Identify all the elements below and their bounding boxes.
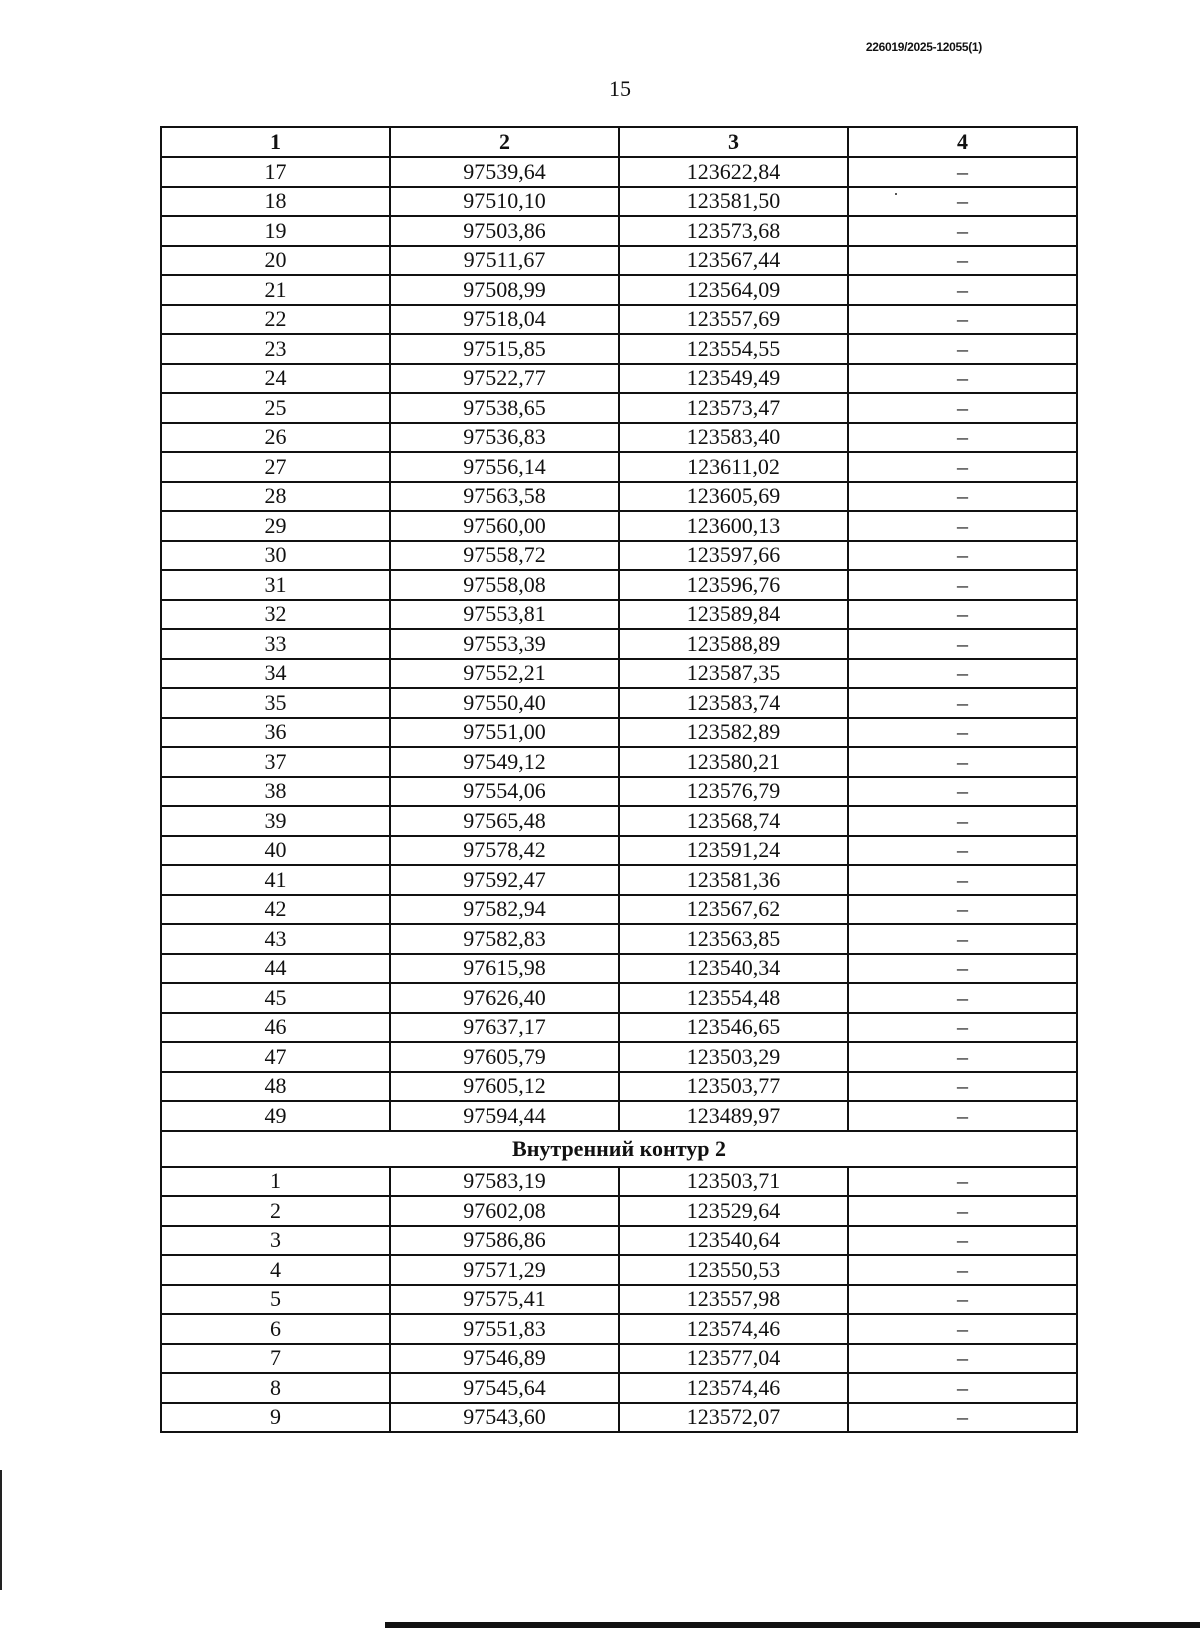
table-cell: 123573,47 bbox=[619, 393, 848, 423]
table-cell: 97615,98 bbox=[390, 954, 619, 984]
table-row bbox=[161, 1196, 1077, 1226]
table-cell: 97556,14 bbox=[390, 452, 619, 482]
table-cell: – bbox=[848, 836, 1077, 866]
table-cell: 123581,50 bbox=[619, 187, 848, 217]
table-row bbox=[161, 364, 1077, 394]
table-cell: 123581,36 bbox=[619, 865, 848, 895]
table-row bbox=[161, 718, 1077, 748]
table-cell: 49 bbox=[161, 1101, 390, 1131]
table-cell: – bbox=[848, 688, 1077, 718]
table-row bbox=[161, 688, 1077, 718]
table-row bbox=[161, 1255, 1077, 1285]
table-cell: – bbox=[848, 1042, 1077, 1072]
table-row bbox=[161, 334, 1077, 364]
table-cell: 2 bbox=[161, 1196, 390, 1226]
table-row bbox=[161, 1042, 1077, 1072]
table-cell: 123567,62 bbox=[619, 895, 848, 925]
table-cell: 97605,12 bbox=[390, 1072, 619, 1102]
table-cell: 97582,83 bbox=[390, 924, 619, 954]
table-cell: – bbox=[848, 334, 1077, 364]
table-cell: 97637,17 bbox=[390, 1013, 619, 1043]
table-row bbox=[161, 1167, 1077, 1197]
table-cell: 41 bbox=[161, 865, 390, 895]
table-cell: 34 bbox=[161, 659, 390, 689]
table-body bbox=[161, 157, 1077, 1432]
table-cell: 97583,19 bbox=[390, 1167, 619, 1197]
table-row bbox=[161, 629, 1077, 659]
table-cell: 29 bbox=[161, 511, 390, 541]
table-row bbox=[161, 393, 1077, 423]
table-cell: 40 bbox=[161, 836, 390, 866]
column-header: 1 bbox=[161, 127, 390, 157]
table-cell: 97522,77 bbox=[390, 364, 619, 394]
table-cell: 26 bbox=[161, 423, 390, 453]
table-cell: 97626,40 bbox=[390, 983, 619, 1013]
table-cell: 25 bbox=[161, 393, 390, 423]
table-row bbox=[161, 246, 1077, 276]
table-cell: 48 bbox=[161, 1072, 390, 1102]
table-cell: 30 bbox=[161, 541, 390, 571]
table-cell: – bbox=[848, 423, 1077, 453]
table-cell: 123583,40 bbox=[619, 423, 848, 453]
table-cell: – bbox=[848, 157, 1077, 187]
table-header bbox=[161, 127, 1077, 157]
table-row bbox=[161, 1344, 1077, 1374]
table-cell: 22 bbox=[161, 305, 390, 335]
table-cell: 97582,94 bbox=[390, 895, 619, 925]
table-cell: – bbox=[848, 246, 1077, 276]
document-id: 226019/2025-12055(1) bbox=[865, 40, 982, 54]
table-cell: 123600,13 bbox=[619, 511, 848, 541]
table-cell: – bbox=[848, 364, 1077, 394]
table-cell: 123540,64 bbox=[619, 1226, 848, 1256]
table-cell: 123557,69 bbox=[619, 305, 848, 335]
table-cell: 97545,64 bbox=[390, 1373, 619, 1403]
table-cell: 123573,68 bbox=[619, 216, 848, 246]
table-row bbox=[161, 777, 1077, 807]
table-cell: 97515,85 bbox=[390, 334, 619, 364]
table-cell: 123550,53 bbox=[619, 1255, 848, 1285]
table-cell: 97510,10 bbox=[390, 187, 619, 217]
table-cell: 123563,85 bbox=[619, 924, 848, 954]
table-cell: 123597,66 bbox=[619, 541, 848, 571]
table-cell: – bbox=[848, 1072, 1077, 1102]
table-cell: 97594,44 bbox=[390, 1101, 619, 1131]
table-cell: 97503,86 bbox=[390, 216, 619, 246]
table-cell: 36 bbox=[161, 718, 390, 748]
table-cell: 97538,65 bbox=[390, 393, 619, 423]
table-cell: 1 bbox=[161, 1167, 390, 1197]
table-cell: 123622,84 bbox=[619, 157, 848, 187]
table-cell: 5 bbox=[161, 1285, 390, 1315]
table-cell: – bbox=[848, 806, 1077, 836]
table-cell: 97536,83 bbox=[390, 423, 619, 453]
table-cell: – bbox=[848, 954, 1077, 984]
table-cell: – bbox=[848, 659, 1077, 689]
table-cell: 123605,69 bbox=[619, 482, 848, 512]
table-row bbox=[161, 187, 1077, 217]
table-row bbox=[161, 305, 1077, 335]
table-cell: 97546,89 bbox=[390, 1344, 619, 1374]
table-cell: 97575,41 bbox=[390, 1285, 619, 1315]
table-row bbox=[161, 924, 1077, 954]
table-cell: 18 bbox=[161, 187, 390, 217]
table-cell: 23 bbox=[161, 334, 390, 364]
table-cell: 123546,65 bbox=[619, 1013, 848, 1043]
table-cell: 97602,08 bbox=[390, 1196, 619, 1226]
table-cell: 123557,98 bbox=[619, 1285, 848, 1315]
table-cell: 123574,46 bbox=[619, 1314, 848, 1344]
table-cell: 24 bbox=[161, 364, 390, 394]
table-cell: 97508,99 bbox=[390, 275, 619, 305]
table-cell: 39 bbox=[161, 806, 390, 836]
table-cell: – bbox=[848, 924, 1077, 954]
table-cell: 4 bbox=[161, 1255, 390, 1285]
table-cell: 97571,29 bbox=[390, 1255, 619, 1285]
table-cell: – bbox=[848, 1101, 1077, 1131]
table-cell: 97605,79 bbox=[390, 1042, 619, 1072]
table-cell: 97511,67 bbox=[390, 246, 619, 276]
table-cell: 97563,58 bbox=[390, 482, 619, 512]
table-cell: 123549,49 bbox=[619, 364, 848, 394]
table-cell: – bbox=[848, 511, 1077, 541]
table-cell: 7 bbox=[161, 1344, 390, 1374]
table-cell: 97551,00 bbox=[390, 718, 619, 748]
table-cell: 97550,40 bbox=[390, 688, 619, 718]
column-header: 4 bbox=[848, 127, 1077, 157]
table-cell: 43 bbox=[161, 924, 390, 954]
scan-speck bbox=[895, 193, 897, 195]
table-cell: – bbox=[848, 1226, 1077, 1256]
table-row bbox=[161, 1314, 1077, 1344]
table-row bbox=[161, 275, 1077, 305]
table-cell: 123489,97 bbox=[619, 1101, 848, 1131]
table-cell: – bbox=[848, 865, 1077, 895]
table-cell: – bbox=[848, 777, 1077, 807]
table-row bbox=[161, 570, 1077, 600]
table-cell: 123596,76 bbox=[619, 570, 848, 600]
table-cell: – bbox=[848, 1167, 1077, 1197]
table-cell: 123503,71 bbox=[619, 1167, 848, 1197]
table-cell: – bbox=[848, 187, 1077, 217]
table-row bbox=[161, 541, 1077, 571]
scan-bottom-mark bbox=[385, 1622, 1200, 1628]
table-cell: 17 bbox=[161, 157, 390, 187]
table-cell: – bbox=[848, 1403, 1077, 1433]
table-row bbox=[161, 1285, 1077, 1315]
table-row bbox=[161, 806, 1077, 836]
table-row bbox=[161, 452, 1077, 482]
table-cell: 97560,00 bbox=[390, 511, 619, 541]
table-cell: – bbox=[848, 1285, 1077, 1315]
table-row bbox=[161, 1403, 1077, 1433]
table-cell: – bbox=[848, 600, 1077, 630]
table-row bbox=[161, 482, 1077, 512]
table-row bbox=[161, 600, 1077, 630]
table-cell: 46 bbox=[161, 1013, 390, 1043]
table-cell: – bbox=[848, 541, 1077, 571]
table-cell: 123503,29 bbox=[619, 1042, 848, 1072]
table-cell: 31 bbox=[161, 570, 390, 600]
table-cell: 47 bbox=[161, 1042, 390, 1072]
table-cell: – bbox=[848, 895, 1077, 925]
table-cell: 38 bbox=[161, 777, 390, 807]
table-row bbox=[161, 511, 1077, 541]
table-cell: 123576,79 bbox=[619, 777, 848, 807]
table-cell: 97543,60 bbox=[390, 1403, 619, 1433]
table-cell: – bbox=[848, 452, 1077, 482]
table-cell: 97578,42 bbox=[390, 836, 619, 866]
table-row bbox=[161, 895, 1077, 925]
table-cell: 27 bbox=[161, 452, 390, 482]
table-cell: 123529,64 bbox=[619, 1196, 848, 1226]
table-cell: – bbox=[848, 570, 1077, 600]
table-row bbox=[161, 836, 1077, 866]
table-cell: 21 bbox=[161, 275, 390, 305]
table-cell: – bbox=[848, 1196, 1077, 1226]
table-cell: 97558,08 bbox=[390, 570, 619, 600]
table-row bbox=[161, 1101, 1077, 1131]
table-row bbox=[161, 983, 1077, 1013]
table-cell: – bbox=[848, 216, 1077, 246]
table-cell: – bbox=[848, 747, 1077, 777]
column-header: 3 bbox=[619, 127, 848, 157]
section-row bbox=[161, 1131, 1077, 1167]
table-cell: 123582,89 bbox=[619, 718, 848, 748]
table-cell: 123591,24 bbox=[619, 836, 848, 866]
table-cell: – bbox=[848, 305, 1077, 335]
table-cell: 32 bbox=[161, 600, 390, 630]
table-row bbox=[161, 1373, 1077, 1403]
table-cell: 97565,48 bbox=[390, 806, 619, 836]
table-cell: 19 bbox=[161, 216, 390, 246]
table-cell: 97551,83 bbox=[390, 1314, 619, 1344]
table-cell: – bbox=[848, 1255, 1077, 1285]
table-cell: 35 bbox=[161, 688, 390, 718]
table-cell: 123574,46 bbox=[619, 1373, 848, 1403]
table-row bbox=[161, 865, 1077, 895]
table-cell: – bbox=[848, 393, 1077, 423]
table-cell: 123554,48 bbox=[619, 983, 848, 1013]
table-cell: 123554,55 bbox=[619, 334, 848, 364]
table-cell: 123577,04 bbox=[619, 1344, 848, 1374]
table-cell: 97553,81 bbox=[390, 600, 619, 630]
table-cell: 123583,74 bbox=[619, 688, 848, 718]
table-cell: – bbox=[848, 1013, 1077, 1043]
table-cell: 123589,84 bbox=[619, 600, 848, 630]
table-cell: 123568,74 bbox=[619, 806, 848, 836]
table-cell: – bbox=[848, 1373, 1077, 1403]
coordinates-table bbox=[160, 126, 1078, 1433]
table-cell: 123567,44 bbox=[619, 246, 848, 276]
page-number: 15 bbox=[609, 76, 631, 101]
table-cell: 9 bbox=[161, 1403, 390, 1433]
table-cell: – bbox=[848, 983, 1077, 1013]
table-cell: 97586,86 bbox=[390, 1226, 619, 1256]
table-row bbox=[161, 659, 1077, 689]
table-cell: 123588,89 bbox=[619, 629, 848, 659]
table-cell: 44 bbox=[161, 954, 390, 984]
table-cell: 97592,47 bbox=[390, 865, 619, 895]
table-cell: – bbox=[848, 1344, 1077, 1374]
table-cell: 33 bbox=[161, 629, 390, 659]
column-header: 2 bbox=[390, 127, 619, 157]
table-cell: 20 bbox=[161, 246, 390, 276]
table-cell: 123587,35 bbox=[619, 659, 848, 689]
table-cell: – bbox=[848, 1314, 1077, 1344]
table-row bbox=[161, 954, 1077, 984]
table-row bbox=[161, 216, 1077, 246]
table-cell: 28 bbox=[161, 482, 390, 512]
scan-edge-mark bbox=[0, 1470, 2, 1590]
table-row bbox=[161, 1226, 1077, 1256]
table-cell: 8 bbox=[161, 1373, 390, 1403]
table-cell: 97553,39 bbox=[390, 629, 619, 659]
table-cell: 97558,72 bbox=[390, 541, 619, 571]
table-cell: – bbox=[848, 482, 1077, 512]
table-row bbox=[161, 423, 1077, 453]
table-cell: 97554,06 bbox=[390, 777, 619, 807]
table-cell: 6 bbox=[161, 1314, 390, 1344]
table-cell: 97518,04 bbox=[390, 305, 619, 335]
table-row bbox=[161, 747, 1077, 777]
table-cell: 123580,21 bbox=[619, 747, 848, 777]
table-cell: 45 bbox=[161, 983, 390, 1013]
table-cell: 123503,77 bbox=[619, 1072, 848, 1102]
table-cell: 97549,12 bbox=[390, 747, 619, 777]
table-cell: 37 bbox=[161, 747, 390, 777]
table-cell: 42 bbox=[161, 895, 390, 925]
section-title: Внутренний контур 2 bbox=[161, 1131, 1077, 1167]
table-cell: 123611,02 bbox=[619, 452, 848, 482]
table-cell: 123564,09 bbox=[619, 275, 848, 305]
table-row bbox=[161, 1072, 1077, 1102]
table-cell: 123540,34 bbox=[619, 954, 848, 984]
table-cell: – bbox=[848, 718, 1077, 748]
table-cell: – bbox=[848, 629, 1077, 659]
table-cell: 123572,07 bbox=[619, 1403, 848, 1433]
table-row bbox=[161, 1013, 1077, 1043]
table-cell: 3 bbox=[161, 1226, 390, 1256]
table-row bbox=[161, 157, 1077, 187]
header-row bbox=[161, 127, 1077, 157]
table-cell: 97552,21 bbox=[390, 659, 619, 689]
table-cell: – bbox=[848, 275, 1077, 305]
table-cell: 97539,64 bbox=[390, 157, 619, 187]
